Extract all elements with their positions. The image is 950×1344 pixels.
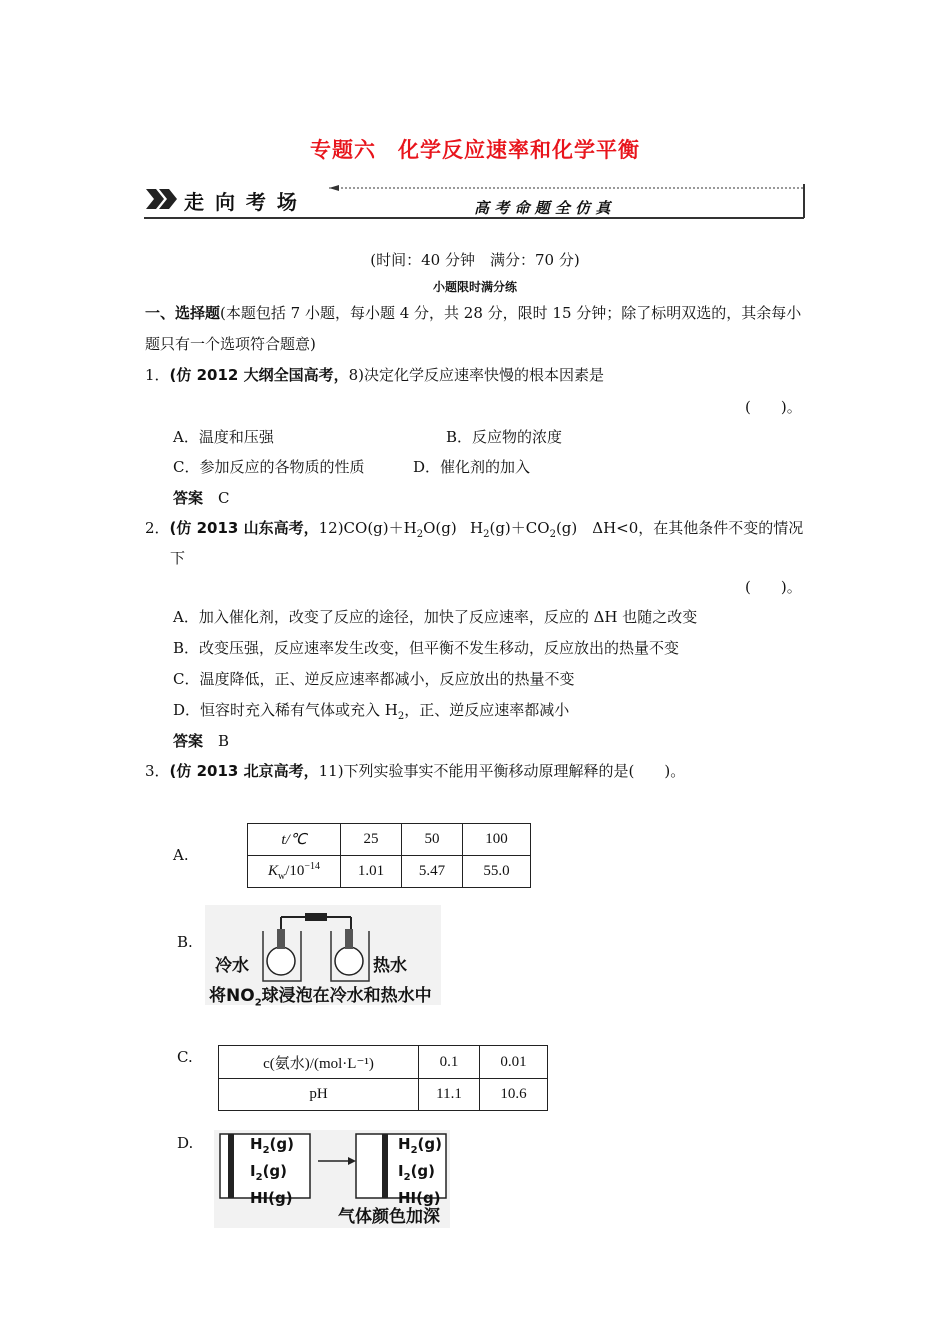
q2-answer <box>173 730 229 751</box>
q2-stem-b: O(g) <box>423 519 457 537</box>
q2-source: (仿 2013 山东高考， <box>169 519 319 537</box>
q3-stem <box>145 760 685 781</box>
no2-flask-figure <box>205 905 441 1009</box>
table-cell: pH <box>219 1079 419 1111</box>
gas-cylinder-figure <box>214 1130 450 1228</box>
cell-text: K <box>267 863 278 879</box>
q2-d-b: ，正、逆反应速率都减小 <box>404 701 570 719</box>
cell-sup: −14 <box>304 861 321 872</box>
gas-i2 <box>250 1161 294 1188</box>
gas-sub: 2 <box>410 1145 418 1156</box>
q2-number: 2． <box>145 519 170 537</box>
subtitle: 小题限时满分练 <box>432 280 517 294</box>
gas-list-right <box>398 1134 442 1208</box>
gas-hi: HI(g) <box>398 1189 441 1207</box>
table-cell: 0.1 <box>419 1046 480 1079</box>
gas-h2 <box>398 1134 442 1161</box>
q1-paren: ( )。 <box>745 398 802 416</box>
gas-sub: 2 <box>255 1172 263 1183</box>
section-banner <box>144 181 808 221</box>
q1-stem <box>145 364 604 385</box>
q2-stem-e: (g) ΔH<0，在其他条件不变的情况 <box>555 519 804 537</box>
table-cell: 50 <box>402 824 463 856</box>
q2-stem-right <box>470 517 803 540</box>
double-chevron-icon <box>146 189 177 209</box>
q1-answer-value: C <box>218 489 230 507</box>
q1-option-d: D．催化剂的加入 <box>413 458 531 476</box>
gas-h2 <box>250 1134 294 1161</box>
cell-text: t/℃ <box>281 832 307 848</box>
banner-right-text: 高 考 命 题 全 仿 真 <box>474 199 611 217</box>
gas-sub: 2 <box>262 1145 270 1156</box>
q1-option-c: C．参加反应的各物质的性质 <box>173 458 365 476</box>
gas-sub: 2 <box>403 1172 411 1183</box>
table-cell <box>248 824 341 856</box>
page-title: 专题六 化学反应速率和化学平衡 <box>310 138 640 162</box>
gas-hi: HI(g) <box>250 1189 293 1207</box>
q2-option-b: B．改变压强，反应速率发生改变，但平衡不发生移动，反应放出的热量不变 <box>173 639 680 657</box>
q1-stem-text: 8)决定化学反应速率快慢的根本因素是 <box>348 366 605 384</box>
q2-stem-wrap: 下 <box>170 549 186 567</box>
cell-text: /10 <box>285 863 305 879</box>
q2-sub: 2 <box>549 529 556 540</box>
table-cell: 0.01 <box>480 1046 548 1079</box>
table-cell: 10.6 <box>480 1079 548 1111</box>
q2-stem-a: 12)CO(g)＋H <box>318 519 417 537</box>
table-cell: 11.1 <box>419 1079 480 1111</box>
section-intro-1: (本题包括 7 小题，每小题 4 分，共 28 分，限时 15 分钟；除了标明双选的，其余每小 <box>220 304 802 322</box>
q2-stem <box>145 517 457 540</box>
q2-stem-d: (g)＋CO <box>489 519 550 537</box>
q1-answer-label: 答案 <box>173 489 204 507</box>
q3-option-c-label: C. <box>177 1048 193 1066</box>
hot-water-label: 热水 <box>373 956 407 976</box>
table-cell: c(氨水)/(mol·L⁻¹) <box>219 1046 419 1079</box>
q3-stem-text: 11)下列实验事实不能用平衡移动原理解释的是( )。 <box>318 762 686 780</box>
q2-d-a: D．恒容时充入稀有气体或充入 H <box>173 701 398 719</box>
q3-option-a-label: A. <box>173 846 189 864</box>
q2-stem-c: H <box>470 519 484 537</box>
table-cell: 100 <box>463 824 531 856</box>
caption-b: 球浸泡在冷水和热水中 <box>261 986 432 1006</box>
q1-number: 1． <box>145 366 170 384</box>
q2-paren: ( )。 <box>745 578 802 596</box>
q1-option-a: A．温度和压强 <box>173 428 274 446</box>
section-heading: 一、选择题 <box>145 304 221 322</box>
q2-sub: 2 <box>397 711 405 722</box>
q2-sub: 2 <box>483 529 490 540</box>
q3-option-a-table <box>247 823 531 888</box>
q3-option-d-label: D. <box>177 1134 194 1152</box>
gas-text: (g) <box>410 1162 436 1180</box>
q2-sub: 2 <box>416 529 424 540</box>
flask-caption <box>209 981 432 1008</box>
gas-text: (g) <box>269 1135 294 1153</box>
cold-water-label: 冷水 <box>215 956 249 976</box>
q2-option-d <box>173 699 569 722</box>
q2-answer-value: B <box>218 732 230 750</box>
gas-text: H <box>398 1135 411 1153</box>
q1-source: (仿 2012 大纲全国高考， <box>169 366 349 384</box>
cell-sub: w <box>277 871 286 882</box>
gas-text: I <box>250 1162 256 1180</box>
table-cell: 1.01 <box>341 856 402 888</box>
q1-answer <box>173 487 230 508</box>
gas-text: H <box>250 1135 263 1153</box>
section-intro-line-2: 题只有一个选项符合题意) <box>145 335 316 353</box>
q2-option-c: C．温度降低，正、逆反应速率都减小，反应放出的热量不变 <box>173 670 575 688</box>
q1-option-b: B．反应物的浓度 <box>446 428 563 446</box>
q3-option-b-label: B. <box>177 933 193 951</box>
gas-text: (g) <box>262 1162 288 1180</box>
caption-sub: 2 <box>254 997 262 1009</box>
gas-caption: 气体颜色加深 <box>338 1207 440 1227</box>
gas-text: I <box>398 1162 404 1180</box>
table-cell: 55.0 <box>463 856 531 888</box>
q3-option-c-table <box>218 1045 548 1111</box>
section-intro-line-1 <box>145 302 801 323</box>
time-line: (时间：40 分钟 满分：70 分) <box>370 251 580 269</box>
caption-a: 将NO <box>209 986 255 1006</box>
q3-number: 3． <box>145 762 170 780</box>
gas-i2 <box>398 1161 442 1188</box>
table-cell: 25 <box>341 824 402 856</box>
banner-left-text: 走 向 考 场 <box>184 190 299 214</box>
table-cell: 5.47 <box>402 856 463 888</box>
q3-source: (仿 2013 北京高考， <box>169 762 319 780</box>
q2-answer-label: 答案 <box>173 732 204 750</box>
table-cell <box>248 856 341 888</box>
gas-list-left <box>250 1134 294 1208</box>
q2-option-a: A．加入催化剂，改变了反应的途径，加快了反应速率，反应的 ΔH 也随之改变 <box>173 608 698 626</box>
gas-text: (g) <box>417 1135 442 1153</box>
